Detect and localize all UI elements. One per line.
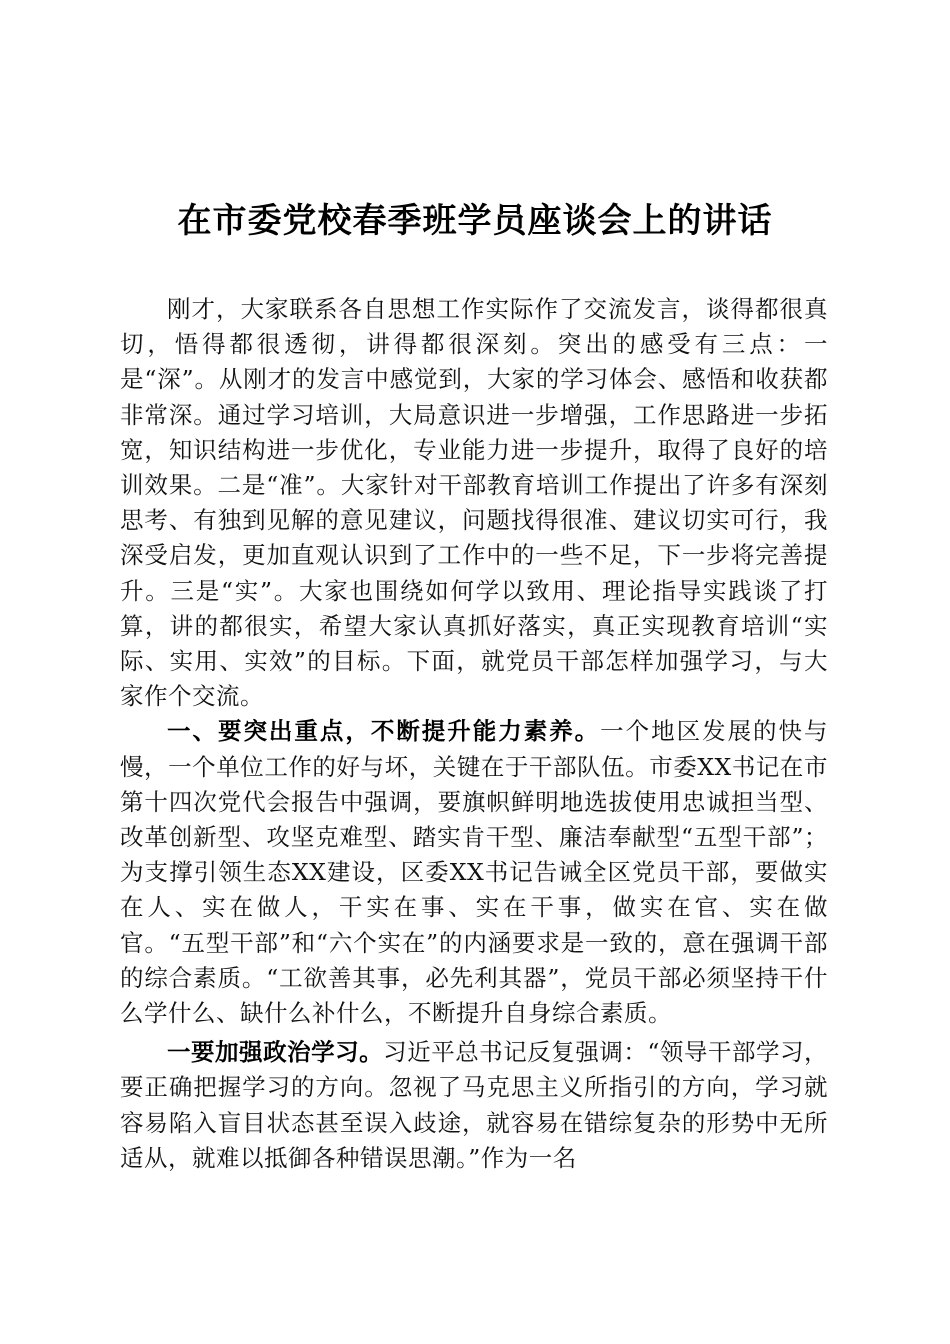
paragraph-political-study xyxy=(120,1035,828,1176)
document-title: 在市委党校春季班学员座谈会上的讲话 xyxy=(177,201,773,241)
paragraph-lead: 一要加强政治学习。 xyxy=(167,1038,384,1067)
paragraph-lead: 一、要突出重点，不断提升能力素养。 xyxy=(167,717,601,746)
paragraph-intro xyxy=(120,292,828,714)
document-body xyxy=(120,292,828,1176)
paragraph-section-one xyxy=(120,714,828,1031)
paragraph-text: 习近平总书记反复强调：“领导干部学习，要正确把握学习的方向。忽视了马克思主义所指引的方向，学习就容易陷入盲目状态甚至误入歧途，就容易在错综复杂的形势中无所适从，就难以抵御各种错误思潮。”作为一名 xyxy=(120,1038,829,1172)
paragraph-text: 一个地区发展的快与慢，一个单位工作的好与坏，关键在于干部队伍。市委XX书记在市第十四次党代会报告中强调，要旗帜鲜明地选拔使用忠诚担当型、改革创新型、攻坚克难型、踏实肯干型、廉洁奉献型“五型干部”；为支撑引领生态XX建设，区委XX书记告诫全区党员干部，要做实在人、实在做人，干实在事、实在干事，做实在官、实在做官。“五型干部”和“六个实在”的内涵要求是一致的，意在强调干部的综合素质。“工欲善其事，必先利其器”，党员干部必须坚持干什么学什么、缺什么补什么，不断提升自身综合素质。 xyxy=(120,717,829,1028)
paragraph-text: 刚才，大家联系各自思想工作实际作了交流发言，谈得都很真切，悟得都很透彻，讲得都很深刻。突出的感受有三点：一是“深”。从刚才的发言中感觉到，大家的学习体会、感悟和收获都非常深。通过学习培训，大局意识进一步增强，工作思路进一步拓宽，知识结构进一步优化，专业能力进一步提升，取得了良好的培训效果。二是“准”。大家针对干部教育培训工作提出了许多有深刻思考、有独到见解的意见建议，问题找得很准、建议切实可行，我深受启发，更加直观认识到了工作中的一些不足，下一步将完善提升。三是“实”。大家也围绕如何学以致用、理论指导实践谈了打算，讲的都很实，希望大家认真抓好落实，真正实现教育培训“实际、实用、实效”的目标。下面，就党员干部怎样加强学习，与大家作个交流。 xyxy=(120,295,828,711)
